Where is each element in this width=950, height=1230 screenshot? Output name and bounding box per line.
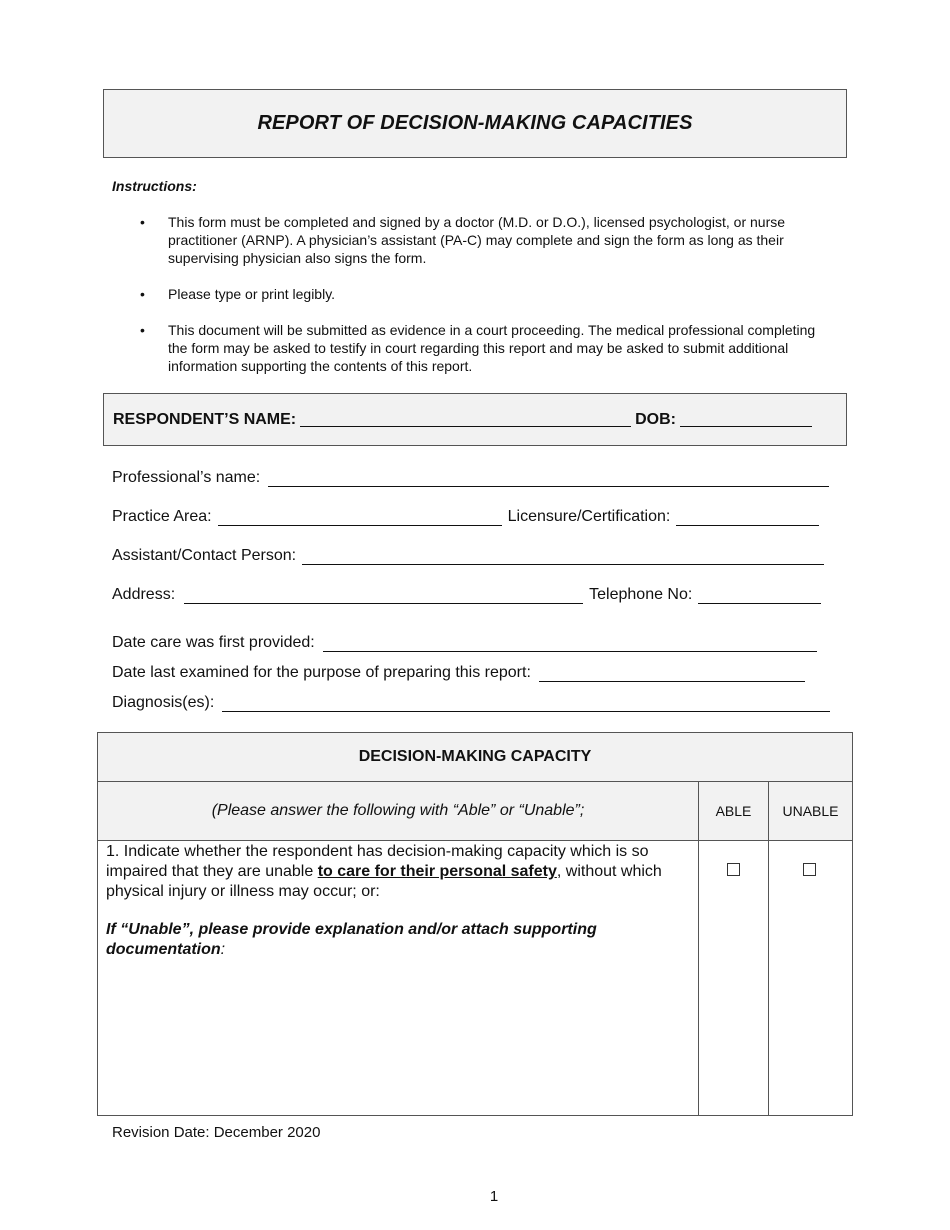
- professional-name-label: Professional’s name:: [112, 469, 261, 486]
- capacity-table: [97, 732, 853, 1116]
- licensure-label: Licensure/Certification:: [507, 508, 671, 525]
- respondent-box: [103, 393, 847, 446]
- licensure-input[interactable]: [676, 510, 819, 526]
- instruction-item: • This form must be completed and signed by a doctor (M.D. or D.O.), licensed psychologist, or nurse practitioner (ARNP). A physician’s assistant (PA-C) may complete and sign the form as long as their supervising physician also signs the form.: [140, 213, 830, 267]
- assistant-input[interactable]: [302, 549, 824, 565]
- revision-date: Revision Date: December 2020: [112, 1124, 321, 1141]
- address-row: [112, 586, 821, 604]
- date-first-care-input[interactable]: [323, 636, 817, 652]
- able-checkbox[interactable]: [727, 863, 740, 876]
- able-column-header: ABLE: [699, 782, 769, 840]
- date-first-care-label: Date care was first provided:: [112, 634, 315, 651]
- instructions-list: [140, 213, 830, 393]
- diagnosis-row: [112, 694, 830, 712]
- dob-input[interactable]: [680, 413, 812, 427]
- address-label: Address:: [112, 586, 176, 603]
- diagnosis-label: Diagnosis(es):: [112, 694, 215, 711]
- professional-name-input[interactable]: [268, 471, 829, 487]
- capacity-instruction: (Please answer the following with “Able” or “Unable”;: [98, 782, 699, 840]
- diagnosis-input[interactable]: [222, 696, 830, 712]
- date-last-examined-row: [112, 664, 805, 682]
- assistant-label: Assistant/Contact Person:: [112, 547, 297, 564]
- telephone-label: Telephone No:: [589, 586, 693, 603]
- date-last-examined-input[interactable]: [539, 666, 805, 682]
- unable-checkbox[interactable]: [803, 863, 816, 876]
- title-box: [103, 89, 847, 158]
- capacity-table-subheader: [98, 782, 852, 841]
- respondent-name-label: RESPONDENT’S NAME:: [113, 410, 297, 428]
- date-first-care-row: [112, 634, 817, 652]
- question-1-row: [98, 841, 852, 1115]
- assistant-row: [112, 547, 824, 565]
- instruction-item: • Please type or print legibly.: [140, 285, 830, 303]
- practice-area-label: Practice Area:: [112, 508, 212, 525]
- practice-area-input[interactable]: [218, 510, 502, 526]
- instructions-label: Instructions:: [112, 178, 197, 194]
- question-1-unable-cell: [769, 841, 852, 1115]
- professional-name-row: [112, 469, 829, 487]
- unable-column-header: UNABLE: [782, 803, 839, 819]
- practice-area-row: [112, 508, 819, 526]
- question-1-text: 1. Indicate whether the respondent has decision-making capacity which is so impaired that they are unable to care for their personal safety, without which physical injury or illness may occur; or:: [106, 843, 662, 900]
- telephone-input[interactable]: [698, 588, 821, 604]
- dob-label: DOB:: [635, 410, 677, 428]
- page-number: 1: [489, 1188, 499, 1205]
- instruction-item: • This document will be submitted as evidence in a court proceeding. The medical professional completing the form may be asked to testify in court regarding this report and may be asked to submit additional information supporting the contents of this report.: [140, 321, 830, 375]
- respondent-name-input[interactable]: [300, 413, 631, 427]
- question-1-able-cell: [699, 841, 769, 1115]
- date-last-examined-label: Date last examined for the purpose of preparing this report:: [112, 664, 531, 681]
- capacity-table-heading: DECISION-MAKING CAPACITY: [98, 733, 852, 782]
- question-1-explanation-prompt: If “Unable”, please provide explanation and/or attach supporting documentation:: [106, 921, 597, 958]
- page-title: REPORT OF DECISION-MAKING CAPACITIES: [257, 112, 693, 134]
- question-1-emphasis: to care for their personal safety: [317, 863, 557, 880]
- address-input[interactable]: [184, 588, 583, 604]
- question-1-cell: [98, 841, 699, 1115]
